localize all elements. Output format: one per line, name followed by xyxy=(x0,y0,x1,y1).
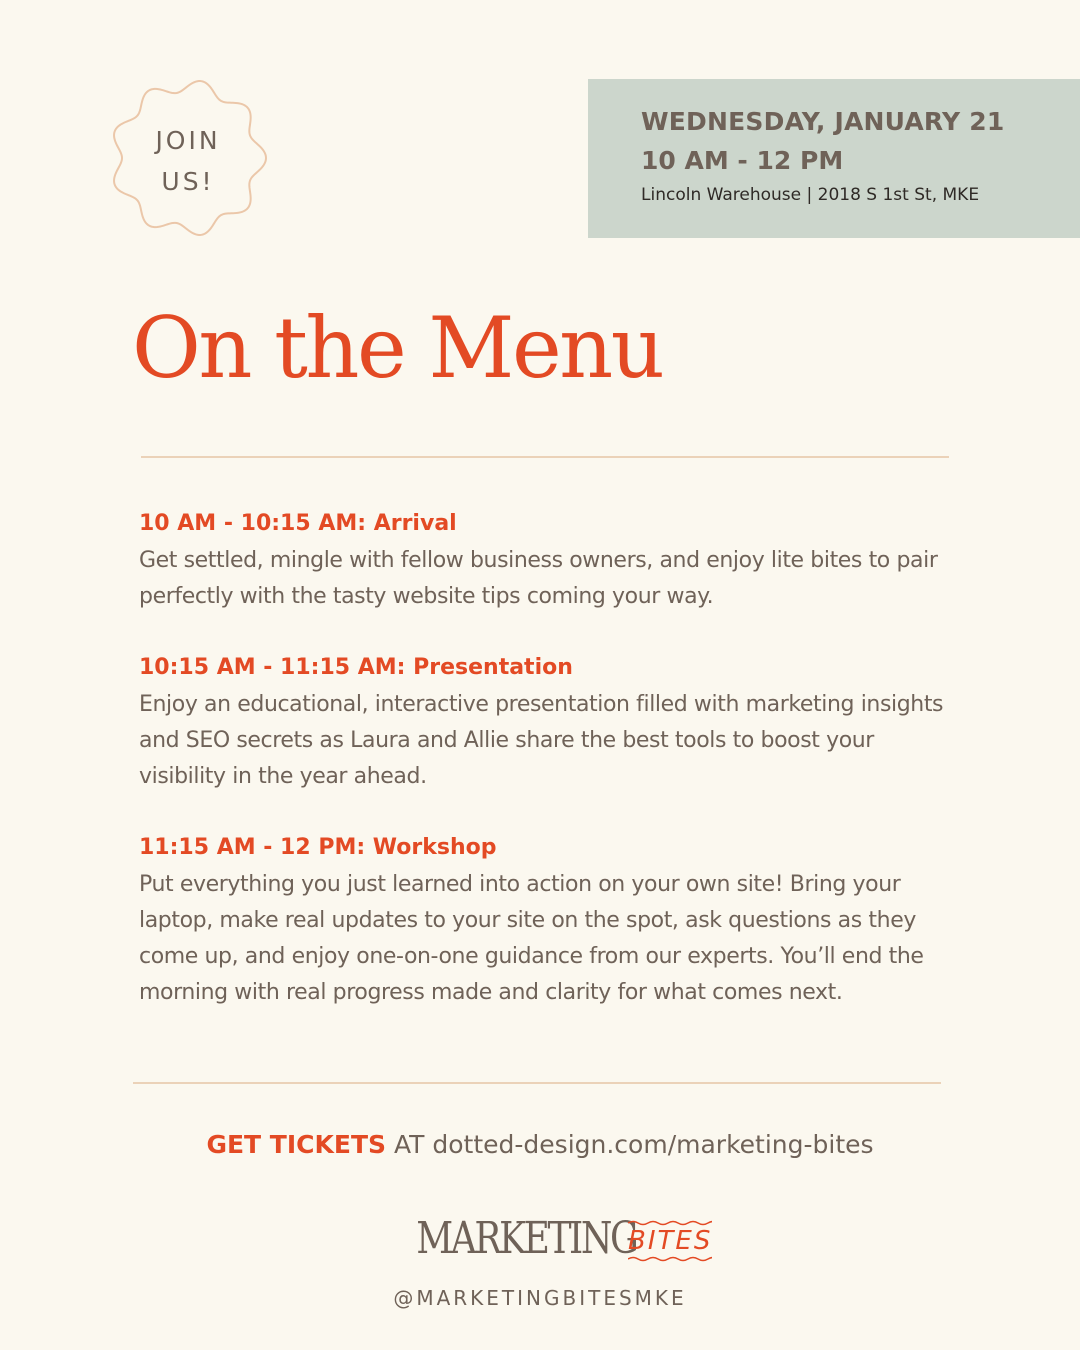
marketing-bites-logo xyxy=(0,1213,1080,1264)
agenda-item-heading: 11:15 AM - 12 PM: Workshop xyxy=(139,835,497,860)
event-time: 10 AM - 12 PM xyxy=(641,146,844,175)
agenda-item-body: Get settled, mingle with fellow business owners, and enjoy lite bites to pair perfectly with the tasty website tips coming your way. xyxy=(139,548,938,609)
agenda-item-body: Put everything you just learned into action on your own site! Bring your laptop, make real updates to your site on the spot, ask questions as they come up, and enjoy one-on-one guidance from our experts. You’ll end the morning with real progress made and clarity for what comes next. xyxy=(139,872,924,1005)
badge-line-2: US! xyxy=(161,167,215,196)
agenda-item-presentation xyxy=(139,653,959,795)
badge-text xyxy=(104,120,272,202)
event-info-box xyxy=(588,79,1080,238)
logo-wordmark: MARKETING xyxy=(415,1213,636,1264)
get-tickets-label[interactable]: GET TICKETS xyxy=(206,1130,387,1159)
social-handle: @MARKETINGBITESMKE xyxy=(393,1286,687,1310)
divider-top xyxy=(141,456,949,458)
agenda-item-heading: 10 AM - 10:15 AM: Arrival xyxy=(139,511,457,536)
badge-line-1: JOIN xyxy=(155,126,221,155)
join-us-badge xyxy=(104,76,272,240)
logo-accent-text: BITES xyxy=(628,1226,713,1256)
tickets-at-label: AT xyxy=(393,1130,425,1159)
wavy-line-icon xyxy=(628,1256,712,1262)
tickets-line xyxy=(0,1130,1080,1159)
agenda-item-workshop xyxy=(139,833,959,1011)
page-title: On the Menu xyxy=(132,299,663,397)
divider-bottom xyxy=(133,1082,941,1084)
agenda-item-arrival xyxy=(139,509,959,615)
event-date: WEDNESDAY, JANUARY 21 xyxy=(641,107,1005,136)
tickets-url-link[interactable]: dotted-design.com/marketing-bites xyxy=(432,1130,874,1159)
agenda-item-heading: 10:15 AM - 11:15 AM: Presentation xyxy=(139,655,573,680)
agenda-item-body: Enjoy an educational, interactive presentation filled with marketing insights and SEO secrets as Laura and Allie share the best tools to boost your visibility in the year ahead. xyxy=(139,692,944,789)
wavy-line-icon xyxy=(628,1220,712,1226)
event-venue: Lincoln Warehouse | 2018 S 1st St, MKE xyxy=(641,185,980,205)
logo-accent xyxy=(628,1226,712,1256)
